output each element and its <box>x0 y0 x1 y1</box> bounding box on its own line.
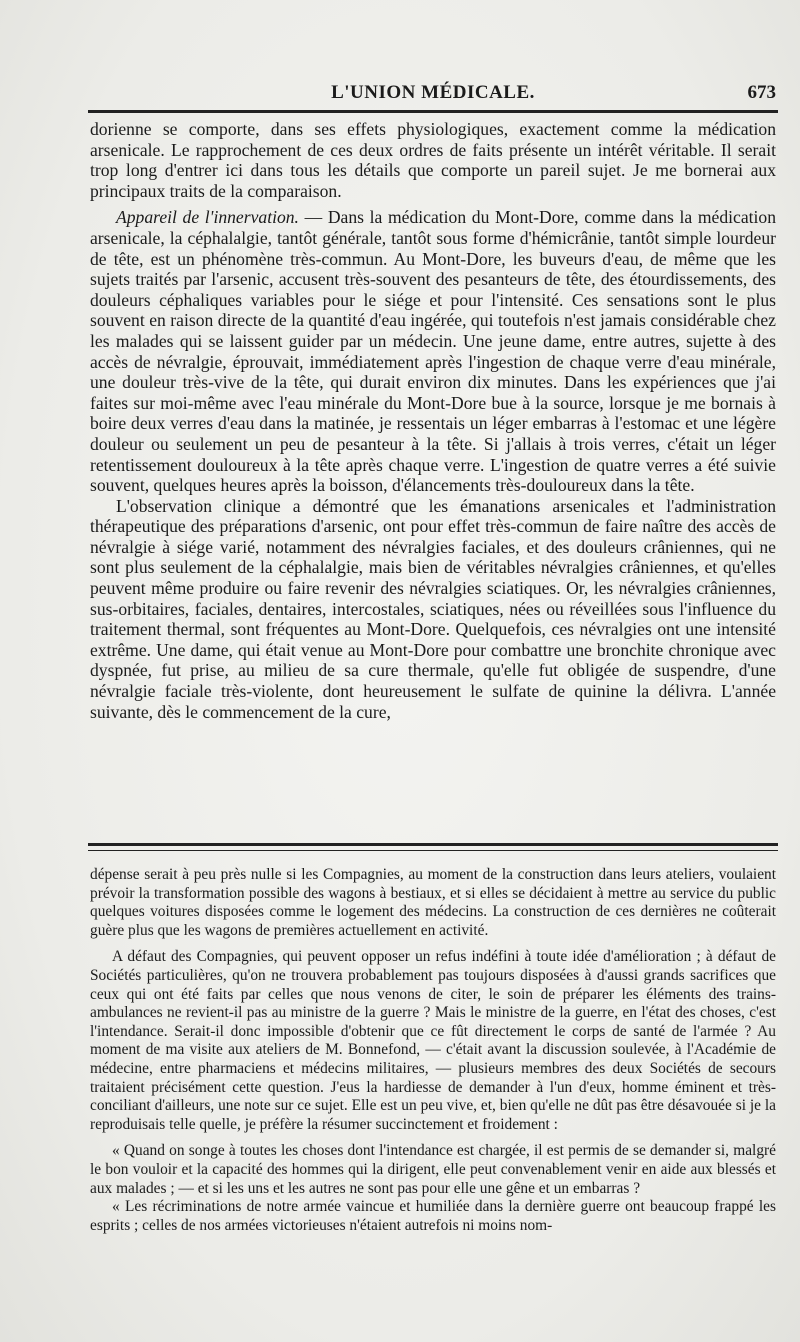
article-continuation-paragraph: dorienne se comporte, dans ses effets physiologiques, exactement comme la médication arsenicale. Le rapprochement de ces deux ordres de faits présente un intérêt véritable. Il serait trop long d'entrer ici dans tous les détails que comporte un pareil sujet. Je me bornerai aux principaux traits de la comparaison. <box>90 119 776 201</box>
header-rule <box>88 110 778 113</box>
feuilleton-paragraph: A défaut des Compagnies, qui peuvent opposer un refus indéfini à toute idée d'amélioration ; à défaut de Sociétés particulières, qu'on ne trouvera probablement pas toujours disposées à d'aussi grands sacrifices que ceux qui ont été faits par celles que nous venons de citer, le soin de préparer les éléments des trains-ambulances ne revient-il pas au ministre de la guerre ? Mais le ministre de la guerre, en l'état des choses, c'est l'intendance. Serait-il donc impossible d'obtenir que ce fût directement le corps de santé de l'armée ? Au moment de ma visite aux ateliers de M. Bonnefond, — c'était avant la discussion soulevée, à l'Académie de médecine, entre pharmaciens et médecins militaires, — plusieurs membres des deux Sociétés de secours traitaient précisément cette question. J'eus la hardiesse de demander à l'un d'eux, homme éminent et très-conciliant d'ailleurs, une note sur ce sujet. Elle est un peu vive, et, bien qu'elle ne dût pas être désavouée si je la reproduisais telle quelle, je préfère la résumer succinctement et froidement : <box>90 948 776 1133</box>
feuilleton-paragraph: dépense serait à peu près nulle si les Compagnies, au moment de la construction dans leurs ateliers, voulaient prévoir la transformation possible des wagons à bestiaux, et si elles se décidaient à mettre au service du public quelques voitures disposées comme le logement des médecins. La construction de ces dernières ne coûterait guère plus que les wagons de premières actuellement en activité. <box>90 866 776 939</box>
page-header <box>90 82 776 112</box>
observation-paragraph: L'observation clinique a démontré que les émanations arsenicales et l'administration thérapeutique des préparations d'arsenic, ont pour effet très-commun de faire naître des accès de névralgie à siége varié, notamment des névralgies faciales, et des douleurs crâniennes, qui ne sont plus seulement de la céphalalgie, mais bien de véritables névralgies crâniennes, et qu'elles peuvent même produire ou faire revenir des névralgies sciatiques. Or, les névralgies crâniennes, sus-orbitaires, faciales, dentaires, intercostales, sciatiques, nées ou réveillées sous l'influence du traitement thermal, sont fréquentes au Mont-Dore. Quelquefois, ces névralgies ont une intensité extrême. Une dame, qui était venue au Mont-Dore pour combattre une bronchite chronique avec dyspnée, fut prise, au milieu de sa cure thermale, qu'elle fut obligée de suspendre, d'une névralgie faciale très-violente, dont heureusement le sulfate de quinine la délivra. L'année suivante, dès le commencement de la cure, <box>90 495 776 722</box>
section-text: Dans la médication du Mont-Dore, comme dans la médication arsenicale, la céphalalgie, tantôt générale, tantôt sous forme d'hémicrânie, tantôt simple lourdeur de tête, est un phénomène très-commun. Au Mont-Dore, les buveurs d'eau, de même que les sujets traités par l'arsenic, accusent très-souvent des pesanteurs de tête, des étourdissements, des douleurs céphaliques variables pour le siége et pour l'intensité. Ces sensations sont le plus souvent en raison directe de la quantité d'eau ingérée, qui toutefois n'est jamais considérable chez les malades qui se laissent guider par un médecin. Une jeune dame, entre autres, sujette à des accès de névralgie, éprouvait, immédiatement après l'ingestion de chaque verre d'eau minérale, une douleur très-vive de la tête, qui durait environ dix minutes. Dans les expériences que j'ai faites sur moi-même avec l'eau minérale du Mont-Dore bue à la source, lorsque je me bornais à boire deux verres d'eau dans la matinée, je ressentais un léger embarras à l'estomac et une légère douleur ou seulement un peu de pesanteur à la tête. Si j'allais à trois verres, c'était un léger retentissement douloureux à la tête après chaque verre. L'ingestion de quatre verres a été suivie souvent, quelques heures après la boisson, d'élancements très-douloureux dans la tête. <box>90 207 777 496</box>
running-title: L'UNION MÉDICALE. <box>331 82 535 103</box>
main-article <box>90 119 776 722</box>
section-heading: Appareil de l'innervation. <box>116 207 299 228</box>
heading-dash: — <box>298 207 328 228</box>
feuilleton-separator <box>88 843 778 851</box>
feuilleton-article <box>90 866 776 1235</box>
feuilleton-quote-paragraph: « Les récriminations de notre armée vaincue et humiliée dans la dernière guerre ont beaucoup frappé les esprits ; celles de nos armées victorieuses n'étaient autrefois ni moins nom- <box>90 1198 776 1234</box>
feuilleton-quote-paragraph: « Quand on songe à toutes les choses dont l'intendance est chargée, il est permis de se demander si, malgré le bon vouloir et la capacité des hommes qui la dirigent, elle peut convenablement venir en aide aux blessés et aux malades ; — et si les uns et les autres ne sont pas pour elle une gêne et un embarras ? <box>90 1142 776 1197</box>
page-number: 673 <box>747 82 776 103</box>
innervation-paragraph <box>90 207 776 495</box>
